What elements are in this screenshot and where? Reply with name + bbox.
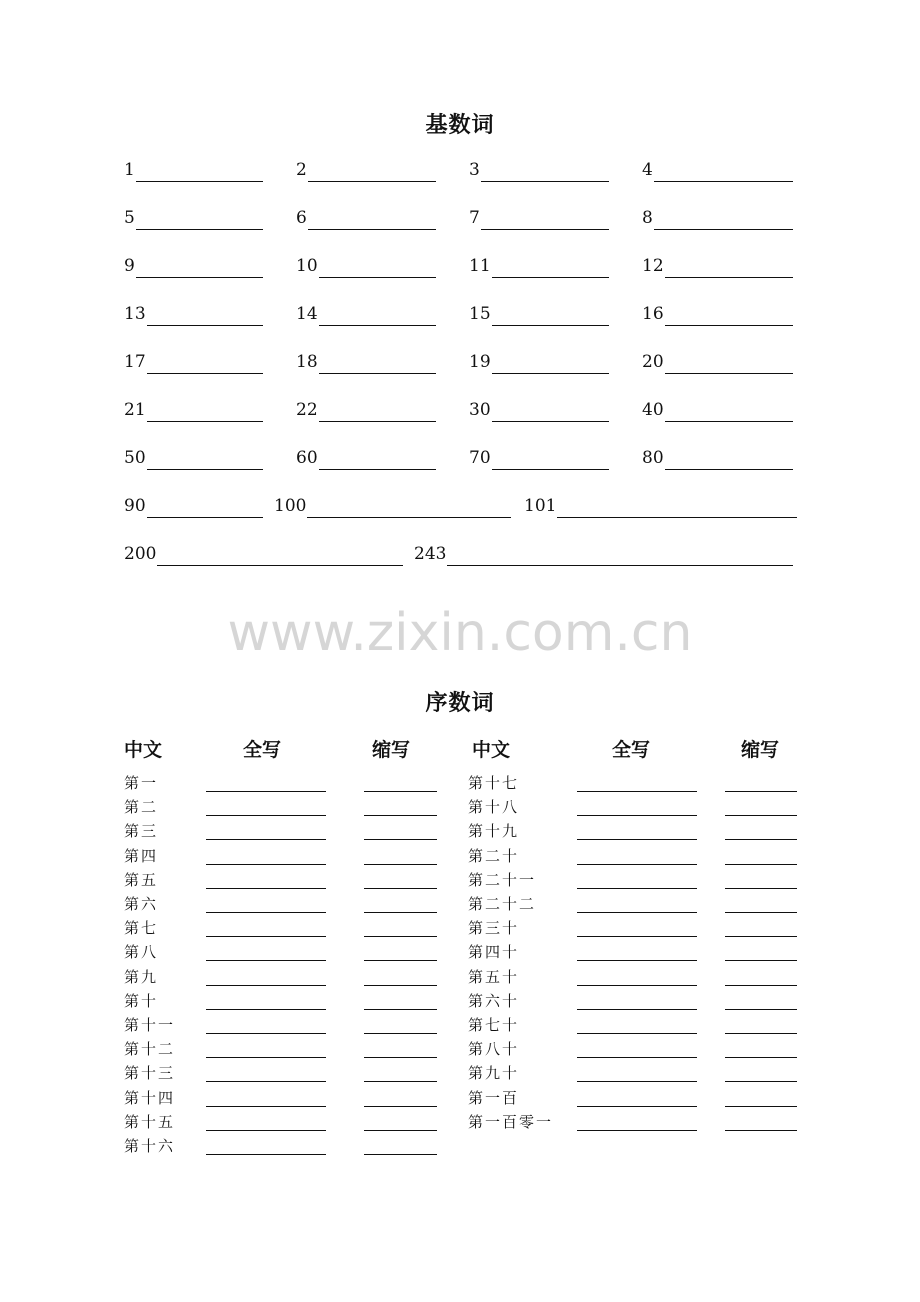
- ordinal-row: [468, 918, 797, 938]
- cardinal-item: [296, 448, 436, 468]
- ordinal-row: [468, 1039, 797, 1059]
- cardinal-item: [296, 208, 436, 228]
- ordinal-row: [468, 1112, 797, 1132]
- full-form-blank[interactable]: [577, 1057, 697, 1058]
- ordinal-chinese: 第五: [124, 870, 159, 889]
- abbreviation-blank[interactable]: [725, 815, 797, 816]
- ordinal-row: [124, 894, 437, 914]
- ordinal-row: [468, 894, 797, 914]
- abbreviation-blank[interactable]: [364, 1130, 437, 1131]
- answer-blank[interactable]: [308, 181, 436, 182]
- full-form-blank[interactable]: [577, 912, 697, 913]
- cardinal-number: 50: [124, 448, 146, 468]
- full-form-blank[interactable]: [206, 815, 326, 816]
- cardinal-item: [469, 352, 609, 372]
- ordinal-chinese: 第二十: [468, 846, 520, 865]
- cardinal-number: 22: [296, 400, 318, 420]
- ordinal-row: [124, 1015, 437, 1035]
- cardinal-number: 80: [642, 448, 664, 468]
- cardinal-item: [642, 400, 793, 420]
- abbreviation-blank[interactable]: [725, 960, 797, 961]
- cardinal-item: [414, 544, 793, 564]
- cardinal-number: 90: [124, 496, 146, 516]
- ordinal-chinese: 第四十: [468, 943, 520, 962]
- full-form-blank[interactable]: [206, 791, 326, 792]
- header-abbr-right: 缩写: [741, 739, 780, 761]
- cardinal-number: 21: [124, 400, 146, 420]
- cardinal-number: 8: [642, 208, 653, 228]
- cardinal-number: 40: [642, 400, 664, 420]
- cardinal-number: 13: [124, 304, 146, 324]
- cardinal-item: [469, 208, 609, 228]
- ordinal-chinese: 第十四: [124, 1088, 176, 1107]
- answer-blank[interactable]: [319, 277, 436, 278]
- ordinal-chinese: 第二: [124, 798, 159, 817]
- cardinal-number: 18: [296, 352, 318, 372]
- cardinal-item: [469, 448, 609, 468]
- full-form-blank[interactable]: [206, 1081, 326, 1082]
- ordinal-row: [124, 846, 437, 866]
- cardinal-number: 14: [296, 304, 318, 324]
- ordinal-chinese: 第一百零一: [468, 1112, 554, 1131]
- answer-blank[interactable]: [136, 229, 263, 230]
- abbreviation-blank[interactable]: [364, 791, 437, 792]
- abbreviation-blank[interactable]: [364, 1106, 437, 1107]
- ordinal-chinese: 第十九: [468, 822, 520, 841]
- full-form-blank[interactable]: [206, 1130, 326, 1131]
- answer-blank[interactable]: [319, 421, 436, 422]
- full-form-blank[interactable]: [206, 1033, 326, 1034]
- cardinal-number: 6: [296, 208, 307, 228]
- ordinal-row: [468, 1088, 797, 1108]
- ordinal-chinese: 第三十: [468, 919, 520, 938]
- cardinal-item: [124, 352, 263, 372]
- answer-blank[interactable]: [147, 421, 263, 422]
- cardinal-item: [124, 208, 263, 228]
- cardinal-item: [296, 400, 436, 420]
- abbreviation-blank[interactable]: [364, 912, 437, 913]
- abbreviation-blank[interactable]: [725, 1057, 797, 1058]
- abbreviation-blank[interactable]: [364, 936, 437, 937]
- abbreviation-blank[interactable]: [725, 1106, 797, 1107]
- cardinal-number: 20: [642, 352, 664, 372]
- cardinal-number: 3: [469, 160, 480, 180]
- cardinal-item: [296, 352, 436, 372]
- cardinal-number: 12: [642, 256, 664, 276]
- cardinal-item: [642, 448, 793, 468]
- answer-blank[interactable]: [481, 181, 609, 182]
- cardinal-item: [124, 496, 263, 516]
- ordinal-chinese: 第二十二: [468, 895, 537, 913]
- abbreviation-blank[interactable]: [725, 1130, 797, 1131]
- cardinal-item: [642, 256, 793, 276]
- cardinal-item: [642, 160, 793, 180]
- answer-blank[interactable]: [319, 469, 436, 470]
- answer-blank[interactable]: [447, 565, 793, 566]
- ordinal-chinese: 第八十: [468, 1040, 520, 1059]
- full-form-blank[interactable]: [577, 936, 697, 937]
- answer-blank[interactable]: [665, 421, 793, 422]
- cardinal-number: 2: [296, 160, 307, 180]
- full-form-blank[interactable]: [577, 791, 697, 792]
- cardinal-item: [469, 400, 609, 420]
- answer-blank[interactable]: [147, 517, 263, 518]
- cardinal-item: [469, 304, 609, 324]
- cardinal-number: 243: [414, 544, 447, 564]
- ordinal-row: [124, 942, 437, 962]
- answer-blank[interactable]: [654, 229, 793, 230]
- ordinal-row: [468, 797, 797, 817]
- cardinal-number: 9: [124, 256, 135, 276]
- cardinal-number: 1: [124, 160, 135, 180]
- ordinal-row: [468, 846, 797, 866]
- answer-blank[interactable]: [136, 277, 263, 278]
- cardinal-item: [642, 304, 793, 324]
- ordinal-row: [468, 1015, 797, 1035]
- full-form-blank[interactable]: [206, 1154, 326, 1155]
- ordinal-row: [124, 1039, 437, 1059]
- abbreviation-blank[interactable]: [725, 839, 797, 840]
- answer-blank[interactable]: [147, 325, 263, 326]
- cardinal-number: 70: [469, 448, 491, 468]
- ordinal-chinese: 第六: [124, 895, 159, 913]
- cardinal-item: [124, 448, 263, 468]
- full-form-blank[interactable]: [206, 839, 326, 840]
- ordinal-row: [124, 967, 437, 987]
- ordinal-chinese: 第四: [124, 846, 159, 865]
- full-form-blank[interactable]: [206, 888, 326, 889]
- full-form-blank[interactable]: [206, 912, 326, 913]
- answer-blank[interactable]: [136, 181, 263, 182]
- abbreviation-blank[interactable]: [364, 1081, 437, 1082]
- cardinal-item: [124, 400, 263, 420]
- header-chinese-right: 中文: [472, 739, 511, 761]
- abbreviation-blank[interactable]: [364, 960, 437, 961]
- answer-blank[interactable]: [557, 517, 797, 518]
- answer-blank[interactable]: [492, 469, 609, 470]
- answer-blank[interactable]: [157, 565, 403, 566]
- ordinal-row: [468, 967, 797, 987]
- ordinal-chinese: 第七: [124, 919, 159, 938]
- cardinal-number: 15: [469, 304, 491, 324]
- answer-blank[interactable]: [654, 181, 793, 182]
- answer-blank[interactable]: [665, 373, 793, 374]
- ordinal-title: 序数词: [425, 691, 495, 716]
- ordinal-chinese: 第一百: [468, 1088, 520, 1107]
- ordinal-row: [124, 991, 437, 1011]
- abbreviation-blank[interactable]: [364, 1009, 437, 1010]
- ordinal-row: [124, 1063, 437, 1083]
- full-form-blank[interactable]: [206, 1106, 326, 1107]
- cardinal-title: 基数词: [425, 113, 495, 138]
- cardinal-number: 4: [642, 160, 653, 180]
- ordinal-row: [468, 870, 797, 890]
- header-full-right: 全写: [612, 739, 651, 761]
- ordinal-row: [124, 918, 437, 938]
- abbreviation-blank[interactable]: [364, 888, 437, 889]
- abbreviation-blank[interactable]: [725, 1033, 797, 1034]
- header-full-left: 全写: [243, 739, 282, 761]
- answer-blank[interactable]: [308, 229, 436, 230]
- ordinal-chinese: 第十七: [468, 774, 520, 792]
- abbreviation-blank[interactable]: [725, 791, 797, 792]
- full-form-blank[interactable]: [206, 864, 326, 865]
- ordinal-chinese: 第一: [124, 774, 159, 792]
- ordinal-row: [124, 1112, 437, 1132]
- cardinal-number: 101: [524, 496, 557, 516]
- cardinal-number: 100: [274, 496, 307, 516]
- answer-blank[interactable]: [319, 373, 436, 374]
- cardinal-number: 60: [296, 448, 318, 468]
- cardinal-number: 16: [642, 304, 664, 324]
- abbreviation-blank[interactable]: [364, 1033, 437, 1034]
- cardinal-number: 7: [469, 208, 480, 228]
- abbreviation-blank[interactable]: [364, 1057, 437, 1058]
- abbreviation-blank[interactable]: [725, 1009, 797, 1010]
- full-form-blank[interactable]: [206, 936, 326, 937]
- answer-blank[interactable]: [665, 469, 793, 470]
- full-form-blank[interactable]: [577, 1130, 697, 1131]
- abbreviation-blank[interactable]: [725, 1081, 797, 1082]
- answer-blank[interactable]: [665, 277, 793, 278]
- cardinal-item: [274, 496, 511, 516]
- cardinal-item: [469, 160, 609, 180]
- full-form-blank[interactable]: [577, 1009, 697, 1010]
- ordinal-row: [468, 942, 797, 962]
- cardinal-item: [124, 256, 263, 276]
- answer-blank[interactable]: [481, 229, 609, 230]
- abbreviation-blank[interactable]: [364, 985, 437, 986]
- cardinal-number: 5: [124, 208, 135, 228]
- ordinal-row: [124, 1136, 437, 1156]
- ordinal-chinese: 第十五: [124, 1112, 176, 1131]
- ordinal-row: [124, 870, 437, 890]
- ordinal-row: [468, 1063, 797, 1083]
- full-form-blank[interactable]: [577, 985, 697, 986]
- abbreviation-blank[interactable]: [364, 864, 437, 865]
- full-form-blank[interactable]: [206, 1009, 326, 1010]
- watermark: www.zixin.com.cn: [227, 603, 693, 663]
- ordinal-chinese: 第二十一: [468, 870, 537, 889]
- abbreviation-blank[interactable]: [725, 888, 797, 889]
- abbreviation-blank[interactable]: [364, 1154, 437, 1155]
- ordinal-chinese: 第十八: [468, 798, 520, 817]
- ordinal-row: [468, 773, 797, 793]
- abbreviation-blank[interactable]: [725, 912, 797, 913]
- cardinal-number: 11: [469, 256, 491, 276]
- answer-blank[interactable]: [492, 421, 609, 422]
- answer-blank[interactable]: [307, 517, 511, 518]
- answer-blank[interactable]: [147, 469, 263, 470]
- ordinal-chinese: 第十六: [124, 1137, 176, 1155]
- ordinal-row: [124, 1088, 437, 1108]
- ordinal-chinese: 第七十: [468, 1016, 520, 1034]
- cardinal-item: [124, 544, 403, 564]
- answer-blank[interactable]: [492, 373, 609, 374]
- full-form-blank[interactable]: [206, 985, 326, 986]
- full-form-blank[interactable]: [577, 815, 697, 816]
- full-form-blank[interactable]: [577, 1106, 697, 1107]
- cardinal-item: [524, 496, 797, 516]
- ordinal-chinese: 第十二: [124, 1040, 176, 1059]
- answer-blank[interactable]: [147, 373, 263, 374]
- full-form-blank[interactable]: [577, 960, 697, 961]
- header-chinese-left: 中文: [124, 739, 163, 761]
- ordinal-chinese: 第九: [124, 967, 159, 986]
- ordinal-chinese: 第六十: [468, 991, 520, 1010]
- answer-blank[interactable]: [665, 325, 793, 326]
- full-form-blank[interactable]: [577, 1081, 697, 1082]
- ordinal-row: [124, 797, 437, 817]
- abbreviation-blank[interactable]: [725, 985, 797, 986]
- abbreviation-blank[interactable]: [725, 864, 797, 865]
- ordinal-row: [124, 821, 437, 841]
- cardinal-item: [296, 256, 436, 276]
- abbreviation-blank[interactable]: [364, 815, 437, 816]
- full-form-blank[interactable]: [577, 1033, 697, 1034]
- answer-blank[interactable]: [492, 277, 609, 278]
- ordinal-chinese: 第五十: [468, 967, 520, 986]
- abbreviation-blank[interactable]: [725, 936, 797, 937]
- full-form-blank[interactable]: [206, 960, 326, 961]
- cardinal-item: [469, 256, 609, 276]
- ordinal-row: [124, 773, 437, 793]
- ordinal-chinese: 第九十: [468, 1064, 520, 1083]
- full-form-blank[interactable]: [206, 1057, 326, 1058]
- cardinal-item: [296, 304, 436, 324]
- full-form-blank[interactable]: [577, 839, 697, 840]
- ordinal-row: [468, 991, 797, 1011]
- cardinal-item: [296, 160, 436, 180]
- header-abbr-left: 缩写: [372, 739, 411, 761]
- cardinal-number: 17: [124, 352, 146, 372]
- cardinal-number: 30: [469, 400, 491, 420]
- cardinal-number: 10: [296, 256, 318, 276]
- ordinal-chinese: 第十一: [124, 1016, 176, 1034]
- abbreviation-blank[interactable]: [364, 839, 437, 840]
- answer-blank[interactable]: [319, 325, 436, 326]
- ordinal-chinese: 第十三: [124, 1064, 176, 1083]
- cardinal-item: [642, 352, 793, 372]
- ordinal-chinese: 第八: [124, 943, 159, 962]
- ordinal-row: [468, 821, 797, 841]
- full-form-blank[interactable]: [577, 864, 697, 865]
- cardinal-item: [124, 304, 263, 324]
- ordinal-chinese: 第三: [124, 822, 159, 841]
- cardinal-section: [0, 0, 920, 600]
- ordinal-chinese: 第十: [124, 991, 159, 1010]
- cardinal-item: [124, 160, 263, 180]
- cardinal-number: 19: [469, 352, 491, 372]
- cardinal-item: [642, 208, 793, 228]
- cardinal-number: 200: [124, 544, 157, 564]
- full-form-blank[interactable]: [577, 888, 697, 889]
- answer-blank[interactable]: [492, 325, 609, 326]
